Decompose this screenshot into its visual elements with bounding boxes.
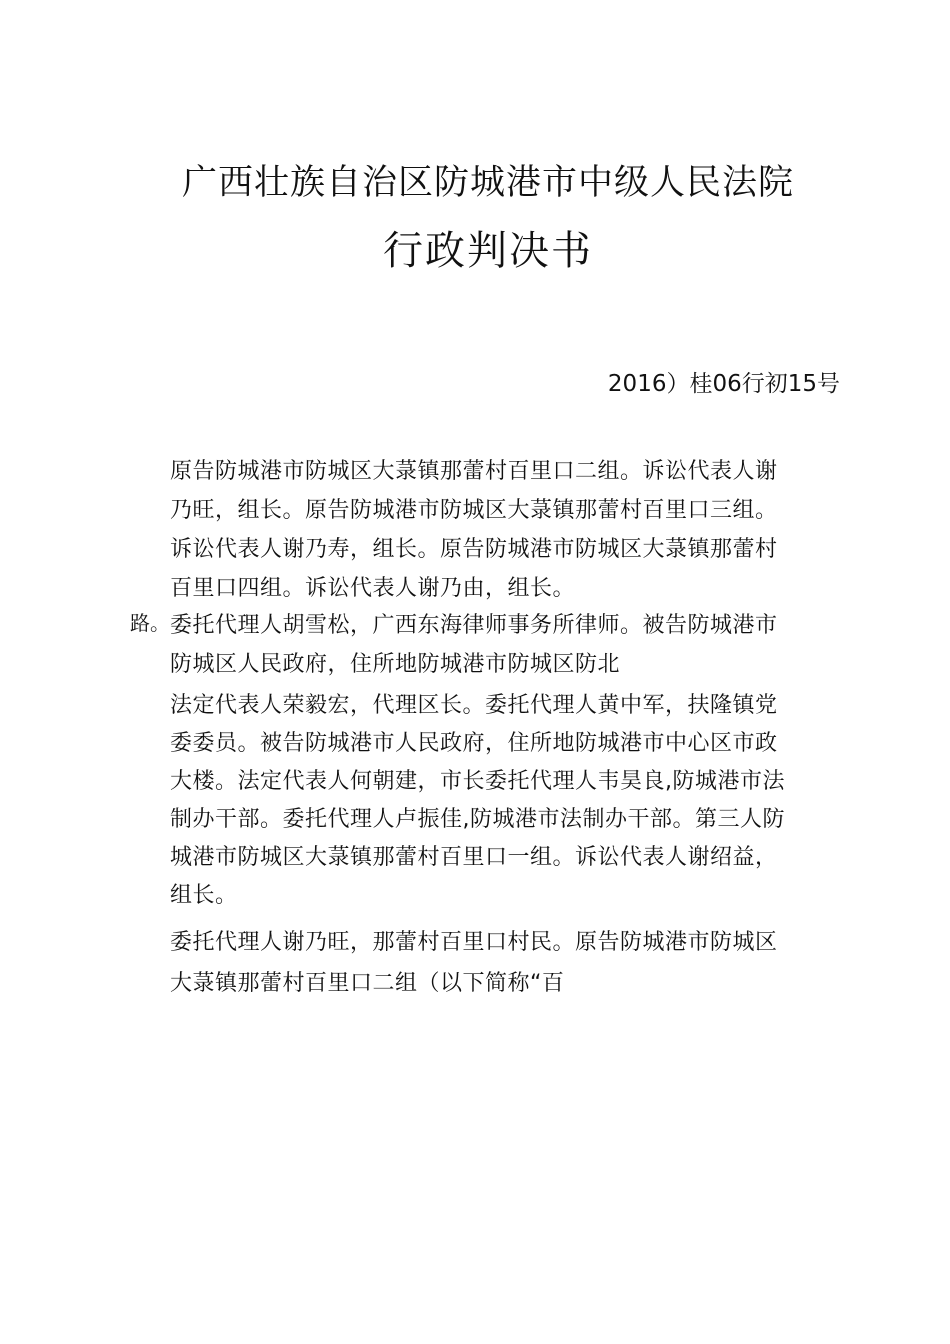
text-line: 大菉镇那蕾村百里口二组（以下简称“百 bbox=[170, 971, 565, 996]
text-line: 城港市防城区大菉镇那蕾村百里口一组。诉讼代表人谢绍益， bbox=[170, 845, 778, 870]
margin-note: 路。 bbox=[130, 611, 170, 635]
text-line: 大楼。法定代表人何朝建，市长委托代理人韦昊良,防城港市法 bbox=[170, 769, 785, 794]
paragraph-defendants bbox=[170, 687, 860, 915]
text-line: 法定代表人荣毅宏，代理区长。委托代理人黄中军，扶隆镇党 bbox=[170, 693, 778, 718]
text-line: 委委员。被告防城港市人民政府，住所地防城港市中心区市政 bbox=[170, 731, 778, 756]
document-title: 行政判决书 bbox=[383, 228, 593, 274]
text-line: 委托代理人胡雪松，广西东海律师事务所律师。被告防城港市 bbox=[170, 613, 778, 638]
text-line: 诉讼代表人谢乃寿，组长。原告防城港市防城区大菉镇那蕾村 bbox=[170, 537, 778, 562]
text-line: 防城区人民政府，住所地防城港市防城区防北 bbox=[170, 652, 621, 677]
paragraph-third-party-agent bbox=[170, 922, 860, 1004]
text-line: 百里口四组。诉讼代表人谢乃由，组长。 bbox=[170, 576, 576, 601]
text-line: 原告防城港市防城区大菉镇那蕾村百里口二组。诉讼代表人谢 bbox=[170, 459, 778, 484]
court-name: 广西壮族自治区防城港市中级人民法院 bbox=[181, 163, 794, 203]
case-number: 2016）桂06行初15号 bbox=[607, 371, 840, 397]
text-line: 乃旺，组长。原告防城港市防城区大菉镇那蕾村百里口三组。 bbox=[170, 498, 778, 523]
text-line: 制办干部。委托代理人卢振佳,防城港市法制办干部。第三人防 bbox=[170, 807, 785, 832]
paragraph-plaintiff-agent bbox=[170, 606, 860, 684]
text-line: 委托代理人谢乃旺，那蕾村百里口村民。原告防城港市防城区 bbox=[170, 930, 778, 955]
paragraph-plaintiffs bbox=[170, 452, 860, 608]
text-line: 组长。 bbox=[170, 883, 238, 908]
